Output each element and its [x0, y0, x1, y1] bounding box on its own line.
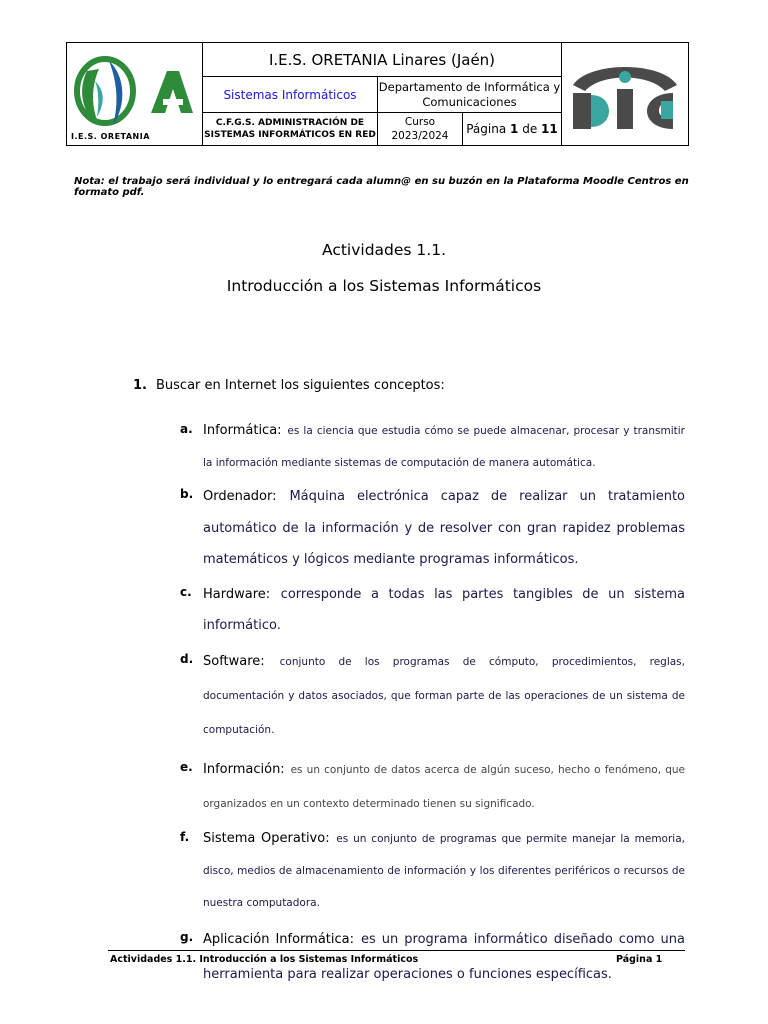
item-definition: Máquina electrónica capaz de realizar un tratamiento automático de la información y de resolver con gran rapidez problemas matemáticos y lógicos mediante programas informáticos.	[203, 489, 686, 567]
page-counter	[463, 113, 562, 145]
item-letter: f.	[180, 829, 190, 844]
department-name: Departamento de Informática y Comunicaciones	[378, 77, 562, 113]
item-definition: conjunto de los programas de cómputo, procedimientos, reglas, documentación y datos asociados, que forman parte de las operaciones de un sistema de computación.	[203, 655, 685, 736]
list-item	[180, 752, 685, 820]
item-term: Sistema Operativo:	[203, 830, 330, 846]
dic-logo-cell	[562, 43, 688, 145]
footer-page-number: Página 1	[616, 954, 663, 965]
item-term: Información:	[203, 761, 285, 777]
item-term: Aplicación Informática:	[203, 931, 355, 947]
logo-caption: I.E.S. ORETANIA	[71, 132, 150, 141]
question-1	[133, 378, 445, 393]
document-header-table	[66, 42, 689, 146]
item-letter: c.	[180, 584, 192, 599]
item-letter: d.	[180, 651, 194, 666]
school-logo-cell	[67, 43, 203, 145]
list-item	[180, 644, 685, 746]
activity-subtitle: Introducción a los Sistemas Informáticos	[226, 277, 542, 295]
item-letter: a.	[180, 422, 193, 436]
item-definition: corresponde a todas las partes tangibles de un sistema informático.	[203, 586, 685, 633]
list-item	[180, 578, 685, 640]
page-current: 1	[510, 122, 519, 136]
footer-divider	[108, 950, 685, 951]
list-item	[180, 480, 685, 575]
activity-title: Actividades 1.1.	[321, 241, 446, 259]
item-term: Informática:	[203, 423, 282, 438]
page-of: de	[522, 122, 538, 136]
dic-logo	[569, 55, 681, 133]
ies-oretania-logo	[69, 51, 197, 143]
school-name: I.E.S. ORETANIA Linares (Jaén)	[203, 43, 562, 77]
item-letter: e.	[180, 759, 193, 774]
item-term: Software:	[203, 653, 265, 669]
item-letter: b.	[180, 487, 194, 501]
item-letter: g.	[180, 929, 194, 944]
cycle-name: C.F.G.S. ADMINISTRACIÓN DE SISTEMAS INFORMÁTICOS EN RED	[203, 113, 378, 145]
list-item	[180, 414, 685, 478]
item-definition: es un conjunto de datos acerca de algún suceso, hecho o fenómeno, que organizados en un contexto determinado tienen su significado.	[203, 763, 685, 810]
item-term: Hardware:	[203, 586, 271, 602]
concept-list	[180, 414, 685, 991]
item-definition: es un programa informático diseñado como una herramienta para realizar operaciones o funciones específicas.	[203, 931, 685, 982]
question-number: 1.	[133, 378, 147, 393]
list-item	[180, 822, 685, 918]
subject-name: Sistemas Informáticos	[203, 77, 378, 113]
item-definition: es un conjunto de programas que permite manejar la memoria, disco, medios de almacenamiento de información y los diferentes periféricos o recursos de nuestra computadora.	[203, 832, 685, 909]
course-label: Curso	[404, 116, 436, 128]
page-total: 11	[541, 122, 558, 136]
course-year: 2023/2024	[391, 130, 449, 142]
course-year-cell	[378, 113, 463, 145]
item-definition: es la ciencia que estudia cómo se puede almacenar, procesar y transmitir la información mediante sistemas de computación de manera automática.	[203, 425, 685, 469]
footer-title: Actividades 1.1. Introducción a los Sistemas Informáticos	[110, 954, 419, 965]
item-term: Ordenador:	[203, 489, 277, 504]
page-prefix: Página	[466, 122, 507, 136]
question-text: Buscar en Internet los siguientes conceptos:	[156, 378, 445, 393]
submission-note: Nota: el trabajo será individual y lo entregará cada alumn@ en su buzón en la Plataforma Moodle Centros en formato pdf.	[74, 176, 689, 198]
